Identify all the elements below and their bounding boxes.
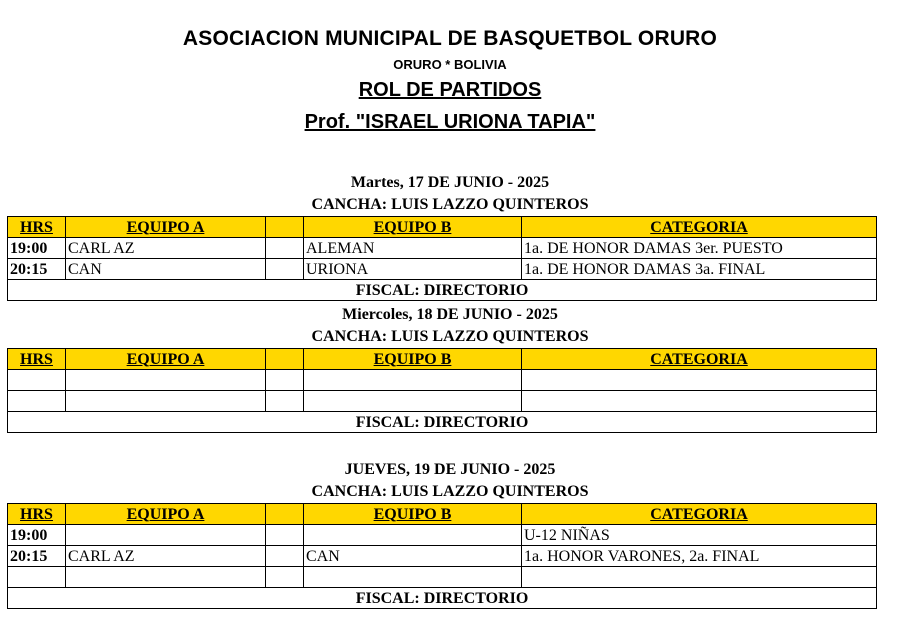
- row-category: [522, 567, 877, 588]
- row-hrs: 20:15: [8, 546, 66, 567]
- row-team-b: ALEMAN: [304, 238, 522, 259]
- table-header-row: [8, 217, 877, 238]
- row-category: 1a. DE HONOR DAMAS 3a. FINAL: [522, 259, 877, 280]
- schedule-date: JUEVES, 19 DE JUNIO - 2025: [344, 461, 556, 478]
- fiscal-row: [8, 280, 877, 301]
- row-hrs: [8, 567, 66, 588]
- header-hrs: HRS: [8, 504, 66, 525]
- header-team-a: EQUIPO A: [66, 217, 266, 238]
- fiscal-label: FISCAL: DIRECTORIO: [8, 412, 877, 433]
- fiscal-row: [8, 412, 877, 433]
- fiscal-label: FISCAL: DIRECTORIO: [8, 588, 877, 609]
- fiscal-row: [8, 588, 877, 609]
- table-header-row: [8, 504, 877, 525]
- table-row: [8, 567, 877, 588]
- schedule-table: [7, 216, 877, 301]
- header-category: CATEGORIA: [522, 349, 877, 370]
- row-team-b: [304, 391, 522, 412]
- header-team-a: EQUIPO A: [66, 349, 266, 370]
- header-category: CATEGORIA: [522, 504, 877, 525]
- schedule-date: Miercoles, 18 DE JUNIO - 2025: [342, 306, 558, 323]
- row-hrs: 20:15: [8, 259, 66, 280]
- row-team-b: [304, 370, 522, 391]
- row-team-a: [66, 370, 266, 391]
- table-row: [8, 238, 877, 259]
- schedule-title: ROL DE PARTIDOS: [358, 79, 542, 101]
- header-hrs: HRS: [8, 349, 66, 370]
- header-team-a: EQUIPO A: [66, 504, 266, 525]
- row-spacer: [266, 567, 304, 588]
- table-row: [8, 546, 877, 567]
- table-row: [8, 370, 877, 391]
- table-header-row: [8, 349, 877, 370]
- row-hrs: 19:00: [8, 238, 66, 259]
- fiscal-label: FISCAL: DIRECTORIO: [8, 280, 877, 301]
- header-team-b: EQUIPO B: [304, 504, 522, 525]
- row-team-a: [66, 525, 266, 546]
- row-team-a: [66, 391, 266, 412]
- row-team-b: CAN: [304, 546, 522, 567]
- row-category: 1a. HONOR VARONES, 2a. FINAL: [522, 546, 877, 567]
- header-team-b: EQUIPO B: [304, 349, 522, 370]
- association-title: ASOCIACION MUNICIPAL DE BASQUETBOL ORURO: [182, 27, 718, 50]
- row-spacer: [266, 259, 304, 280]
- row-spacer: [266, 525, 304, 546]
- schedule-court: CANCHA: LUIS LAZZO QUINTEROS: [311, 196, 589, 213]
- header-team-b: EQUIPO B: [304, 217, 522, 238]
- schedule-court: CANCHA: LUIS LAZZO QUINTEROS: [311, 328, 589, 345]
- row-team-b: URIONA: [304, 259, 522, 280]
- row-spacer: [266, 391, 304, 412]
- row-team-a: CARL AZ: [66, 238, 266, 259]
- row-spacer: [266, 238, 304, 259]
- row-category: [522, 370, 877, 391]
- location-subtitle: ORURO * BOLIVIA: [393, 57, 507, 72]
- row-hrs: [8, 391, 66, 412]
- header-spacer: [266, 217, 304, 238]
- header-spacer: [266, 349, 304, 370]
- row-category: U-12 NIÑAS: [522, 525, 877, 546]
- schedule-table: [7, 348, 877, 433]
- row-team-b: [304, 567, 522, 588]
- schedule-court: CANCHA: LUIS LAZZO QUINTEROS: [311, 483, 589, 500]
- header-spacer: [266, 504, 304, 525]
- schedule-date: Martes, 17 DE JUNIO - 2025: [350, 174, 550, 191]
- header-hrs: HRS: [8, 217, 66, 238]
- table-row: [8, 525, 877, 546]
- row-hrs: [8, 370, 66, 391]
- row-team-a: CARL AZ: [66, 546, 266, 567]
- venue-title: Prof. "ISRAEL URIONA TAPIA": [304, 111, 596, 133]
- row-category: 1a. DE HONOR DAMAS 3er. PUESTO: [522, 238, 877, 259]
- row-team-a: [66, 567, 266, 588]
- table-row: [8, 391, 877, 412]
- row-team-a: CAN: [66, 259, 266, 280]
- row-category: [522, 391, 877, 412]
- header-category: CATEGORIA: [522, 217, 877, 238]
- row-hrs: 19:00: [8, 525, 66, 546]
- schedule-table: [7, 503, 877, 609]
- row-team-b: [304, 525, 522, 546]
- row-spacer: [266, 370, 304, 391]
- row-spacer: [266, 546, 304, 567]
- table-row: [8, 259, 877, 280]
